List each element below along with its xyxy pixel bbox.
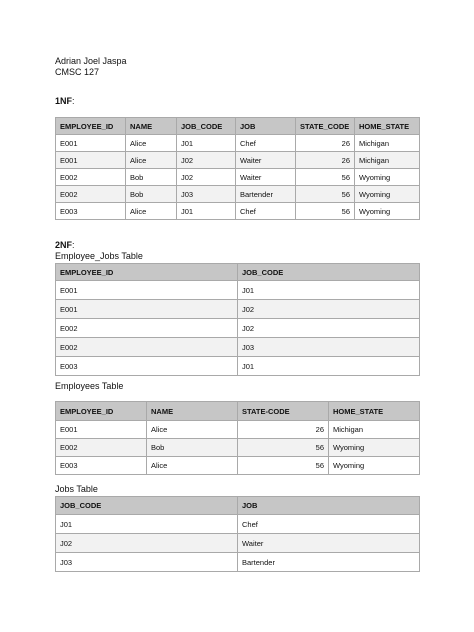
jobs-title: Jobs Table — [55, 484, 98, 494]
table-row — [56, 300, 420, 319]
cell-employee-id: E002 — [56, 338, 238, 357]
cell-home-state: Wyoming — [355, 169, 420, 186]
col-employee-id: EMPLOYEE_ID — [56, 402, 147, 421]
cell-home-state: Wyoming — [329, 457, 420, 475]
cell-state-code: 26 — [238, 421, 329, 439]
col-job-code: JOB_CODE — [238, 264, 420, 281]
cell-name: Alice — [126, 135, 177, 152]
cell-state-code: 26 — [296, 152, 355, 169]
cell-job: Chef — [236, 135, 296, 152]
cell-job-code: J01 — [177, 135, 236, 152]
table-row — [56, 186, 420, 203]
cell-employee-id: E001 — [56, 135, 126, 152]
cell-employee-id: E001 — [56, 421, 147, 439]
table-row — [56, 152, 420, 169]
col-job-code: JOB_CODE — [177, 118, 236, 135]
cell-employee-id: E002 — [56, 439, 147, 457]
cell-job-code: J02 — [56, 534, 238, 553]
course-code: CMSC 127 — [55, 67, 100, 77]
cell-job-code: J01 — [238, 357, 420, 376]
col-job-code: JOB_CODE — [56, 497, 238, 515]
cell-job: Bartender — [236, 186, 296, 203]
col-state-code: STATE_CODE — [296, 118, 355, 135]
heading-1nf — [55, 96, 75, 107]
table-row — [56, 281, 420, 300]
cell-job: Waiter — [238, 534, 420, 553]
cell-employee-id: E001 — [56, 152, 126, 169]
cell-job-code: J03 — [56, 553, 238, 572]
heading-1nf-colon: : — [72, 96, 75, 106]
cell-job: Chef — [236, 203, 296, 220]
table-row — [56, 135, 420, 152]
table-row — [56, 357, 420, 376]
cell-name: Bob — [126, 169, 177, 186]
cell-state-code: 26 — [296, 135, 355, 152]
col-home-state: HOME_STATE — [329, 402, 420, 421]
cell-name: Alice — [147, 421, 238, 439]
cell-job-code: J01 — [56, 515, 238, 534]
cell-home-state: Michigan — [355, 152, 420, 169]
cell-name: Alice — [126, 203, 177, 220]
col-employee-id: EMPLOYEE_ID — [56, 118, 126, 135]
cell-state-code: 56 — [296, 169, 355, 186]
table-row — [56, 319, 420, 338]
cell-job: Chef — [238, 515, 420, 534]
cell-job-code: J02 — [238, 300, 420, 319]
table-row — [56, 457, 420, 475]
cell-employee-id: E003 — [56, 357, 238, 376]
cell-job: Waiter — [236, 169, 296, 186]
cell-name: Alice — [126, 152, 177, 169]
cell-state-code: 56 — [296, 203, 355, 220]
col-name: NAME — [147, 402, 238, 421]
heading-1nf-label: 1NF — [55, 96, 73, 106]
cell-job-code: J02 — [177, 152, 236, 169]
cell-employee-id: E002 — [56, 169, 126, 186]
author-name: Adrian Joel Jaspa — [55, 56, 127, 66]
cell-job-code: J02 — [238, 319, 420, 338]
cell-name: Bob — [147, 439, 238, 457]
cell-home-state: Wyoming — [355, 186, 420, 203]
cell-name: Bob — [126, 186, 177, 203]
heading-2nf — [55, 240, 75, 251]
cell-employee-id: E001 — [56, 281, 238, 300]
col-job: JOB — [238, 497, 420, 515]
table-row — [56, 515, 420, 534]
heading-2nf-label: 2NF — [55, 240, 73, 250]
col-home-state: HOME_STATE — [355, 118, 420, 135]
cell-job-code: J02 — [177, 169, 236, 186]
table-row — [56, 534, 420, 553]
heading-2nf-colon: : — [72, 240, 75, 250]
cell-job-code: J03 — [177, 186, 236, 203]
cell-state-code: 56 — [238, 439, 329, 457]
table-row — [56, 421, 420, 439]
cell-employee-id: E001 — [56, 300, 238, 319]
cell-job: Bartender — [238, 553, 420, 572]
cell-employee-id: E003 — [56, 457, 147, 475]
cell-employee-id: E002 — [56, 186, 126, 203]
table-row — [56, 169, 420, 186]
table-row — [56, 439, 420, 457]
cell-employee-id: E003 — [56, 203, 126, 220]
cell-home-state: Wyoming — [355, 203, 420, 220]
employee-jobs-title: Employee_Jobs Table — [55, 251, 143, 261]
table-row — [56, 203, 420, 220]
col-job: JOB — [236, 118, 296, 135]
col-employee-id: EMPLOYEE_ID — [56, 264, 238, 281]
cell-home-state: Michigan — [329, 421, 420, 439]
cell-job-code: J01 — [238, 281, 420, 300]
cell-job-code: J01 — [177, 203, 236, 220]
table-jobs — [55, 496, 420, 572]
table-row — [56, 553, 420, 572]
cell-home-state: Michigan — [355, 135, 420, 152]
employees-title: Employees Table — [55, 381, 124, 391]
col-name: NAME — [126, 118, 177, 135]
cell-state-code: 56 — [296, 186, 355, 203]
cell-home-state: Wyoming — [329, 439, 420, 457]
table-employee-jobs — [55, 263, 420, 376]
cell-name: Alice — [147, 457, 238, 475]
col-state-code: STATE-CODE — [238, 402, 329, 421]
cell-job-code: J03 — [238, 338, 420, 357]
cell-employee-id: E002 — [56, 319, 238, 338]
table-row — [56, 338, 420, 357]
table-employees — [55, 401, 420, 475]
cell-state-code: 56 — [238, 457, 329, 475]
table-1nf — [55, 117, 420, 220]
cell-job: Waiter — [236, 152, 296, 169]
